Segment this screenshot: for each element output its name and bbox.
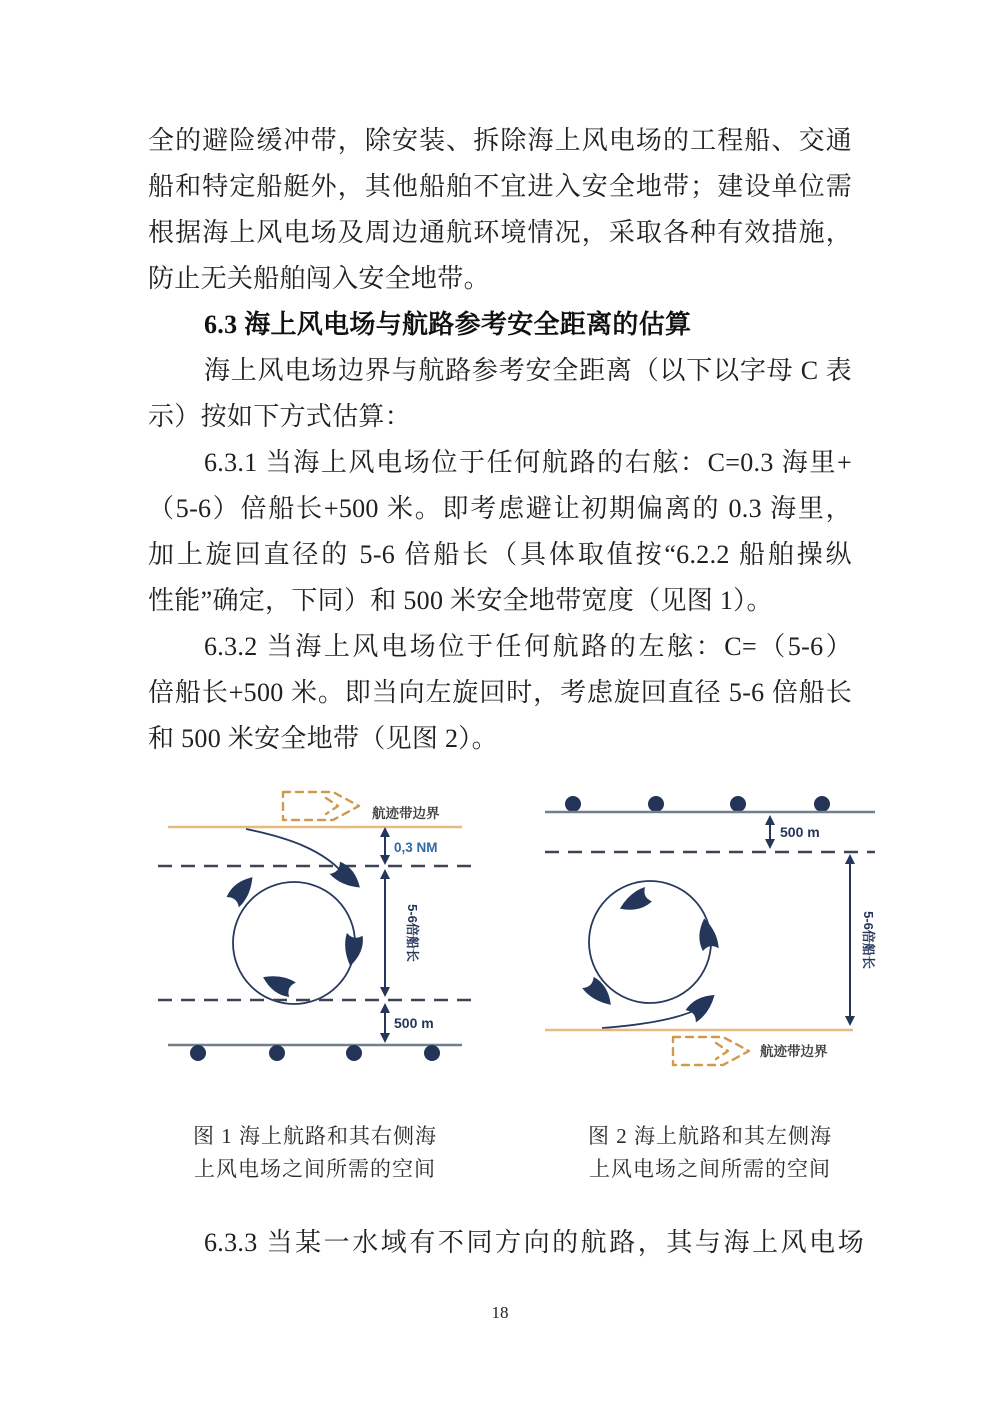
figure-1-diagram — [150, 785, 480, 1095]
body-text — [148, 118, 852, 762]
arrow-head-icon — [845, 1016, 855, 1026]
arrow-head-icon — [380, 987, 390, 997]
ship-position-icon — [341, 933, 364, 968]
arrow-head-icon — [845, 854, 855, 864]
turn-entry-curve — [246, 829, 347, 878]
wind-turbine-icon — [424, 1045, 440, 1061]
text-line: 和 500 米安全地带（见图 2）。 — [148, 724, 498, 753]
wind-turbine-icon — [648, 796, 664, 812]
ship-position-icon — [259, 969, 296, 999]
ship-position-icon — [685, 988, 721, 1022]
text-line: 6.3.2 当海上风电场位于任何航路的左舷：C=（5-6） — [204, 632, 852, 661]
wind-turbine-icon — [565, 796, 581, 812]
caption-line: 上风电场之间所需的空间 — [589, 1157, 831, 1181]
safety-zone-distance-label: 500 m — [394, 1015, 434, 1031]
text-line: 6.3.3 当某一水域有不同方向的航路，其与海上风电场 — [204, 1228, 864, 1257]
text-line: （5-6）倍船长+500 米。即考虑避让初期偏离的 0.3 海里， — [148, 494, 852, 523]
dashed-ship-icon — [283, 792, 359, 820]
caption-line: 上风电场之间所需的空间 — [194, 1157, 436, 1181]
paragraph-6-3-3 — [148, 1220, 864, 1266]
turning-circle — [589, 881, 711, 1003]
safety-zone-distance-label: 500 m — [780, 824, 820, 840]
offset-distance-label: 0,3 NM — [394, 840, 438, 855]
text-line: 海上风电场边界与航路参考安全距离（以下以字母 C 表 — [204, 356, 852, 385]
paragraph-6-3-2 — [148, 624, 852, 762]
arrow-head-icon — [380, 827, 390, 837]
wind-turbine-icon — [190, 1045, 206, 1061]
figure-2-caption — [540, 1120, 880, 1186]
figure-1-caption — [150, 1120, 480, 1186]
text-line: 6.3.1 当海上风电场位于任何航路的右舷：C=0.3 海里+ — [204, 448, 852, 477]
ship-position-icon — [616, 887, 653, 917]
figure-2-diagram — [540, 785, 880, 1095]
text-line: 倍船长+500 米。即当向左旋回时，考虑旋回直径 5-6 倍船长 — [148, 678, 852, 707]
text-line: 示）按如下方式估算： — [148, 402, 412, 431]
page-number: 18 — [491, 1303, 509, 1322]
turning-diameter-label: 5-6倍船长 — [861, 911, 876, 969]
arrow-head-icon — [380, 1003, 390, 1013]
track-boundary-label: 航迹带边界 — [760, 1044, 828, 1059]
caption-line: 图 1 海上航路和其右侧海 — [193, 1124, 437, 1148]
text-line: 性能”确定，下同）和 500 米安全地带宽度（见图 1）。 — [148, 586, 773, 615]
wind-turbine-icon — [346, 1045, 362, 1061]
text-line: 根据海上风电场及周边通航环境情况，采取各种有效措施， — [148, 218, 852, 247]
text-line: 防止无关船舶闯入安全地带。 — [148, 264, 490, 293]
turning-diameter-label: 5-6倍船长 — [405, 904, 420, 962]
dashed-ship-chevron-icon — [716, 1043, 728, 1059]
dashed-ship-icon — [673, 1037, 749, 1065]
paragraph-safety-zone — [148, 118, 852, 302]
ship-position-icon — [696, 917, 719, 952]
ship-position-icon — [225, 872, 259, 908]
wind-turbine-icon — [814, 796, 830, 812]
wind-turbine-icon — [730, 796, 746, 812]
track-boundary-label: 航迹带边界 — [372, 806, 440, 821]
paragraph-6-3-1 — [148, 440, 852, 624]
arrow-head-icon — [765, 839, 775, 849]
text-line: 加上旋回直径的 5-6 倍船长（具体取值按“6.2.2 船舶操纵 — [148, 540, 852, 569]
arrow-head-icon — [380, 855, 390, 865]
turning-circle — [233, 882, 355, 1004]
ship-position-icon — [582, 976, 617, 1011]
section-heading-6-3: 6.3 海上风电场与航路参考安全距离的估算 — [204, 310, 692, 339]
paragraph-intro — [148, 348, 852, 440]
dashed-ship-chevron-icon — [326, 798, 338, 814]
arrow-head-icon — [765, 815, 775, 825]
text-line: 全的避险缓冲带，除安装、拆除海上风电场的工程船、交通 — [148, 126, 852, 155]
text-line: 船和特定船艇外，其他船舶不宜进入安全地带；建设单位需 — [148, 172, 852, 201]
caption-line: 图 2 海上航路和其左侧海 — [588, 1124, 832, 1148]
arrow-head-icon — [380, 1033, 390, 1043]
turn-entry-curve — [602, 1009, 698, 1028]
wind-turbine-icon — [269, 1045, 285, 1061]
arrow-head-icon — [380, 869, 390, 879]
